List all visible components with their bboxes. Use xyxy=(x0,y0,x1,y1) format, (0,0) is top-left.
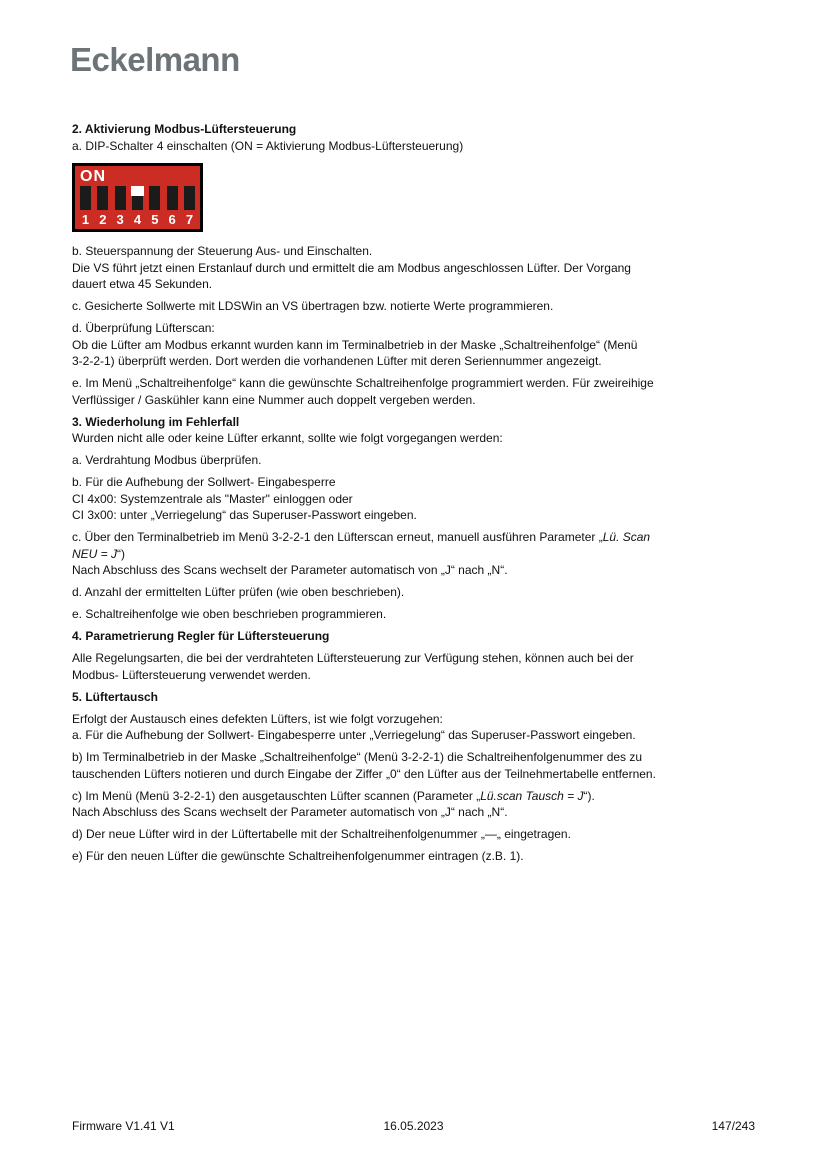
dip-slot-4 xyxy=(132,186,143,210)
step-3e xyxy=(72,606,764,623)
footer-firmware-version: Firmware V1.41 V1 xyxy=(72,1119,175,1133)
body-text: e. Im Menü „Schaltreihenfolge“ kann die gewünschte Schaltreihenfolge programmiert werden. Für zweireihige Verflüssiger / Gaskühler kann eine Nummer auch doppelt vergeben werden. xyxy=(72,376,654,407)
step-2c xyxy=(72,298,764,315)
dip-slot-row xyxy=(80,186,195,210)
parameter-text: Lü.scan Tausch = J xyxy=(480,788,584,803)
parameter-text: Lü. Scan NEU = J xyxy=(72,530,651,561)
dip-number-7: 7 xyxy=(185,212,194,227)
section-4-text xyxy=(72,650,764,683)
body-text: d. Überprüfung Lüfterscan: Ob die Lüfter am Modbus erkannt wurden kann im Terminalbetrieb in der Maske „Schaltreihenfolge“ (Menü 3-2-2-1) überprüft werden. Dort werden die vorhandenen Lüfter mit deren Seriennummer angezeigt. xyxy=(72,321,638,368)
dip-number-4: 4 xyxy=(133,212,142,227)
step-2d xyxy=(72,320,764,370)
step-5d xyxy=(72,826,764,843)
step-5c xyxy=(72,788,764,821)
dip-number-3: 3 xyxy=(116,212,124,227)
step-5b xyxy=(72,749,764,782)
body-text: “) Nach Abschluss des Scans wechselt der Parameter automatisch von „J“ nach „N“. xyxy=(72,546,508,577)
heading-text: 4. Parametrierung Regler für Lüftersteuerung xyxy=(72,629,330,643)
step-3a xyxy=(72,452,764,469)
body-text: b. Steuerspannung der Steuerung Aus- und Einschalten. Die VS führt jetzt einen Erstanlauf durch und ermittelt die am Modbus angeschlossen Lüfter. Der Vorgang dauert etwa 45 Sekunden. xyxy=(72,244,631,291)
eckelmann-logo: Eckelmann xyxy=(70,41,240,78)
section-2-activation xyxy=(72,121,764,154)
section-4-heading xyxy=(72,628,764,645)
step-5e xyxy=(72,848,764,865)
body-text: “). Nach Abschluss des Scans wechselt der Parameter automatisch von „J“ nach „N“. xyxy=(72,788,595,819)
heading-text: 5. Lüftertausch xyxy=(72,689,159,704)
body-text: a. Verdrahtung Modbus überprüfen. xyxy=(72,453,262,467)
section-5-heading xyxy=(72,689,764,706)
body-text: b. Für die Aufhebung der Sollwert- Eingabesperre CI 4x00: Systemzentrale als "Master" einloggen oder CI 3x00: unter „Verriegelung“ das Superuser-Passwort eingeben. xyxy=(72,475,417,522)
dip-slot-6 xyxy=(167,186,178,210)
section-3-repeat-on-error xyxy=(72,414,764,447)
dip-switch-figure xyxy=(72,163,203,232)
body-text: c) Im Menü (Menü 3-2-2-1) den ausgetauschten Lüfter scannen (Parameter „ xyxy=(72,788,481,803)
section-5-intro-step-a xyxy=(72,711,764,744)
body-text: e) Für den neuen Lüfter die gewünschte Schaltreihenfolgenummer eintragen (z.B. 1). xyxy=(72,849,524,863)
dip-slot-7 xyxy=(184,186,195,210)
dip-slot-2 xyxy=(97,186,108,210)
body-text: Alle Regelungsarten, die bei der verdrahteten Lüftersteuerung zur Verfügung stehen, können auch bei der Modbus- Lüftersteuerung verwendet werden. xyxy=(72,651,634,682)
page-footer xyxy=(72,1118,755,1134)
dip-on-label: ON xyxy=(80,168,106,185)
dip-number-row xyxy=(80,213,195,226)
step-2b xyxy=(72,243,764,293)
footer-page-number: 147/243 xyxy=(711,1119,755,1133)
dip-slot-1 xyxy=(80,186,91,210)
body-text: Erfolgt der Austausch eines defekten Lüfters, ist wie folgt vorzugehen: a. Für die Aufhebung der Sollwert- Eingabesperre unter „Verriegelung“ das Superuser-Passwort eingeben. xyxy=(72,711,636,742)
heading-text: 3. Wiederholung im Fehlerfall xyxy=(72,414,240,429)
dip-number-6: 6 xyxy=(168,212,176,227)
step-3b xyxy=(72,474,764,524)
dip-handle-on xyxy=(131,186,144,196)
step-2e xyxy=(72,375,764,408)
body-text: e. Schaltreihenfolge wie oben beschrieben programmieren. xyxy=(72,607,387,621)
body-text: d) Der neue Lüfter wird in der Lüftertabelle mit der Schaltreihenfolgenummer „—„ eingetragen. xyxy=(72,827,571,841)
body-text: c. Gesicherte Sollwerte mit LDSWin an VS übertragen bzw. notierte Werte programmieren. xyxy=(72,299,554,313)
step-3d xyxy=(72,584,764,601)
body-text: a. DIP-Schalter 4 einschalten (ON = Aktivierung Modbus-Lüftersteuerung) xyxy=(72,138,464,153)
body-text: c. Über den Terminalbetrieb im Menü 3-2-2-1 den Lüfterscan erneut, manuell ausführen Parameter „ xyxy=(72,530,603,544)
step-3c xyxy=(72,529,764,579)
dip-number-1: 1 xyxy=(81,212,90,227)
body-text: b) Im Terminalbetrieb in der Maske „Schaltreihenfolge“ (Menü 3-2-2-1) die Schaltreihenfolgenummer des zu tauschenden Lüfters notieren und durch Eingabe der Ziffer „0“ den Lüfter aus der Teilnehmertabelle entfernen. xyxy=(72,750,656,781)
document-body xyxy=(72,121,764,870)
heading-text: 2. Aktivierung Modbus-Lüftersteuerung xyxy=(72,122,297,136)
body-text: d. Anzahl der ermittelten Lüfter prüfen (wie oben beschrieben). xyxy=(72,585,405,599)
body-text: Wurden nicht alle oder keine Lüfter erkannt, sollte wie folgt vorgegangen werden: xyxy=(72,431,503,445)
dip-slot-5 xyxy=(149,186,160,210)
footer-date: 16.05.2023 xyxy=(383,1119,444,1133)
dip-number-5: 5 xyxy=(151,212,159,227)
dip-slot-3 xyxy=(115,186,126,210)
dip-number-2: 2 xyxy=(99,212,107,227)
